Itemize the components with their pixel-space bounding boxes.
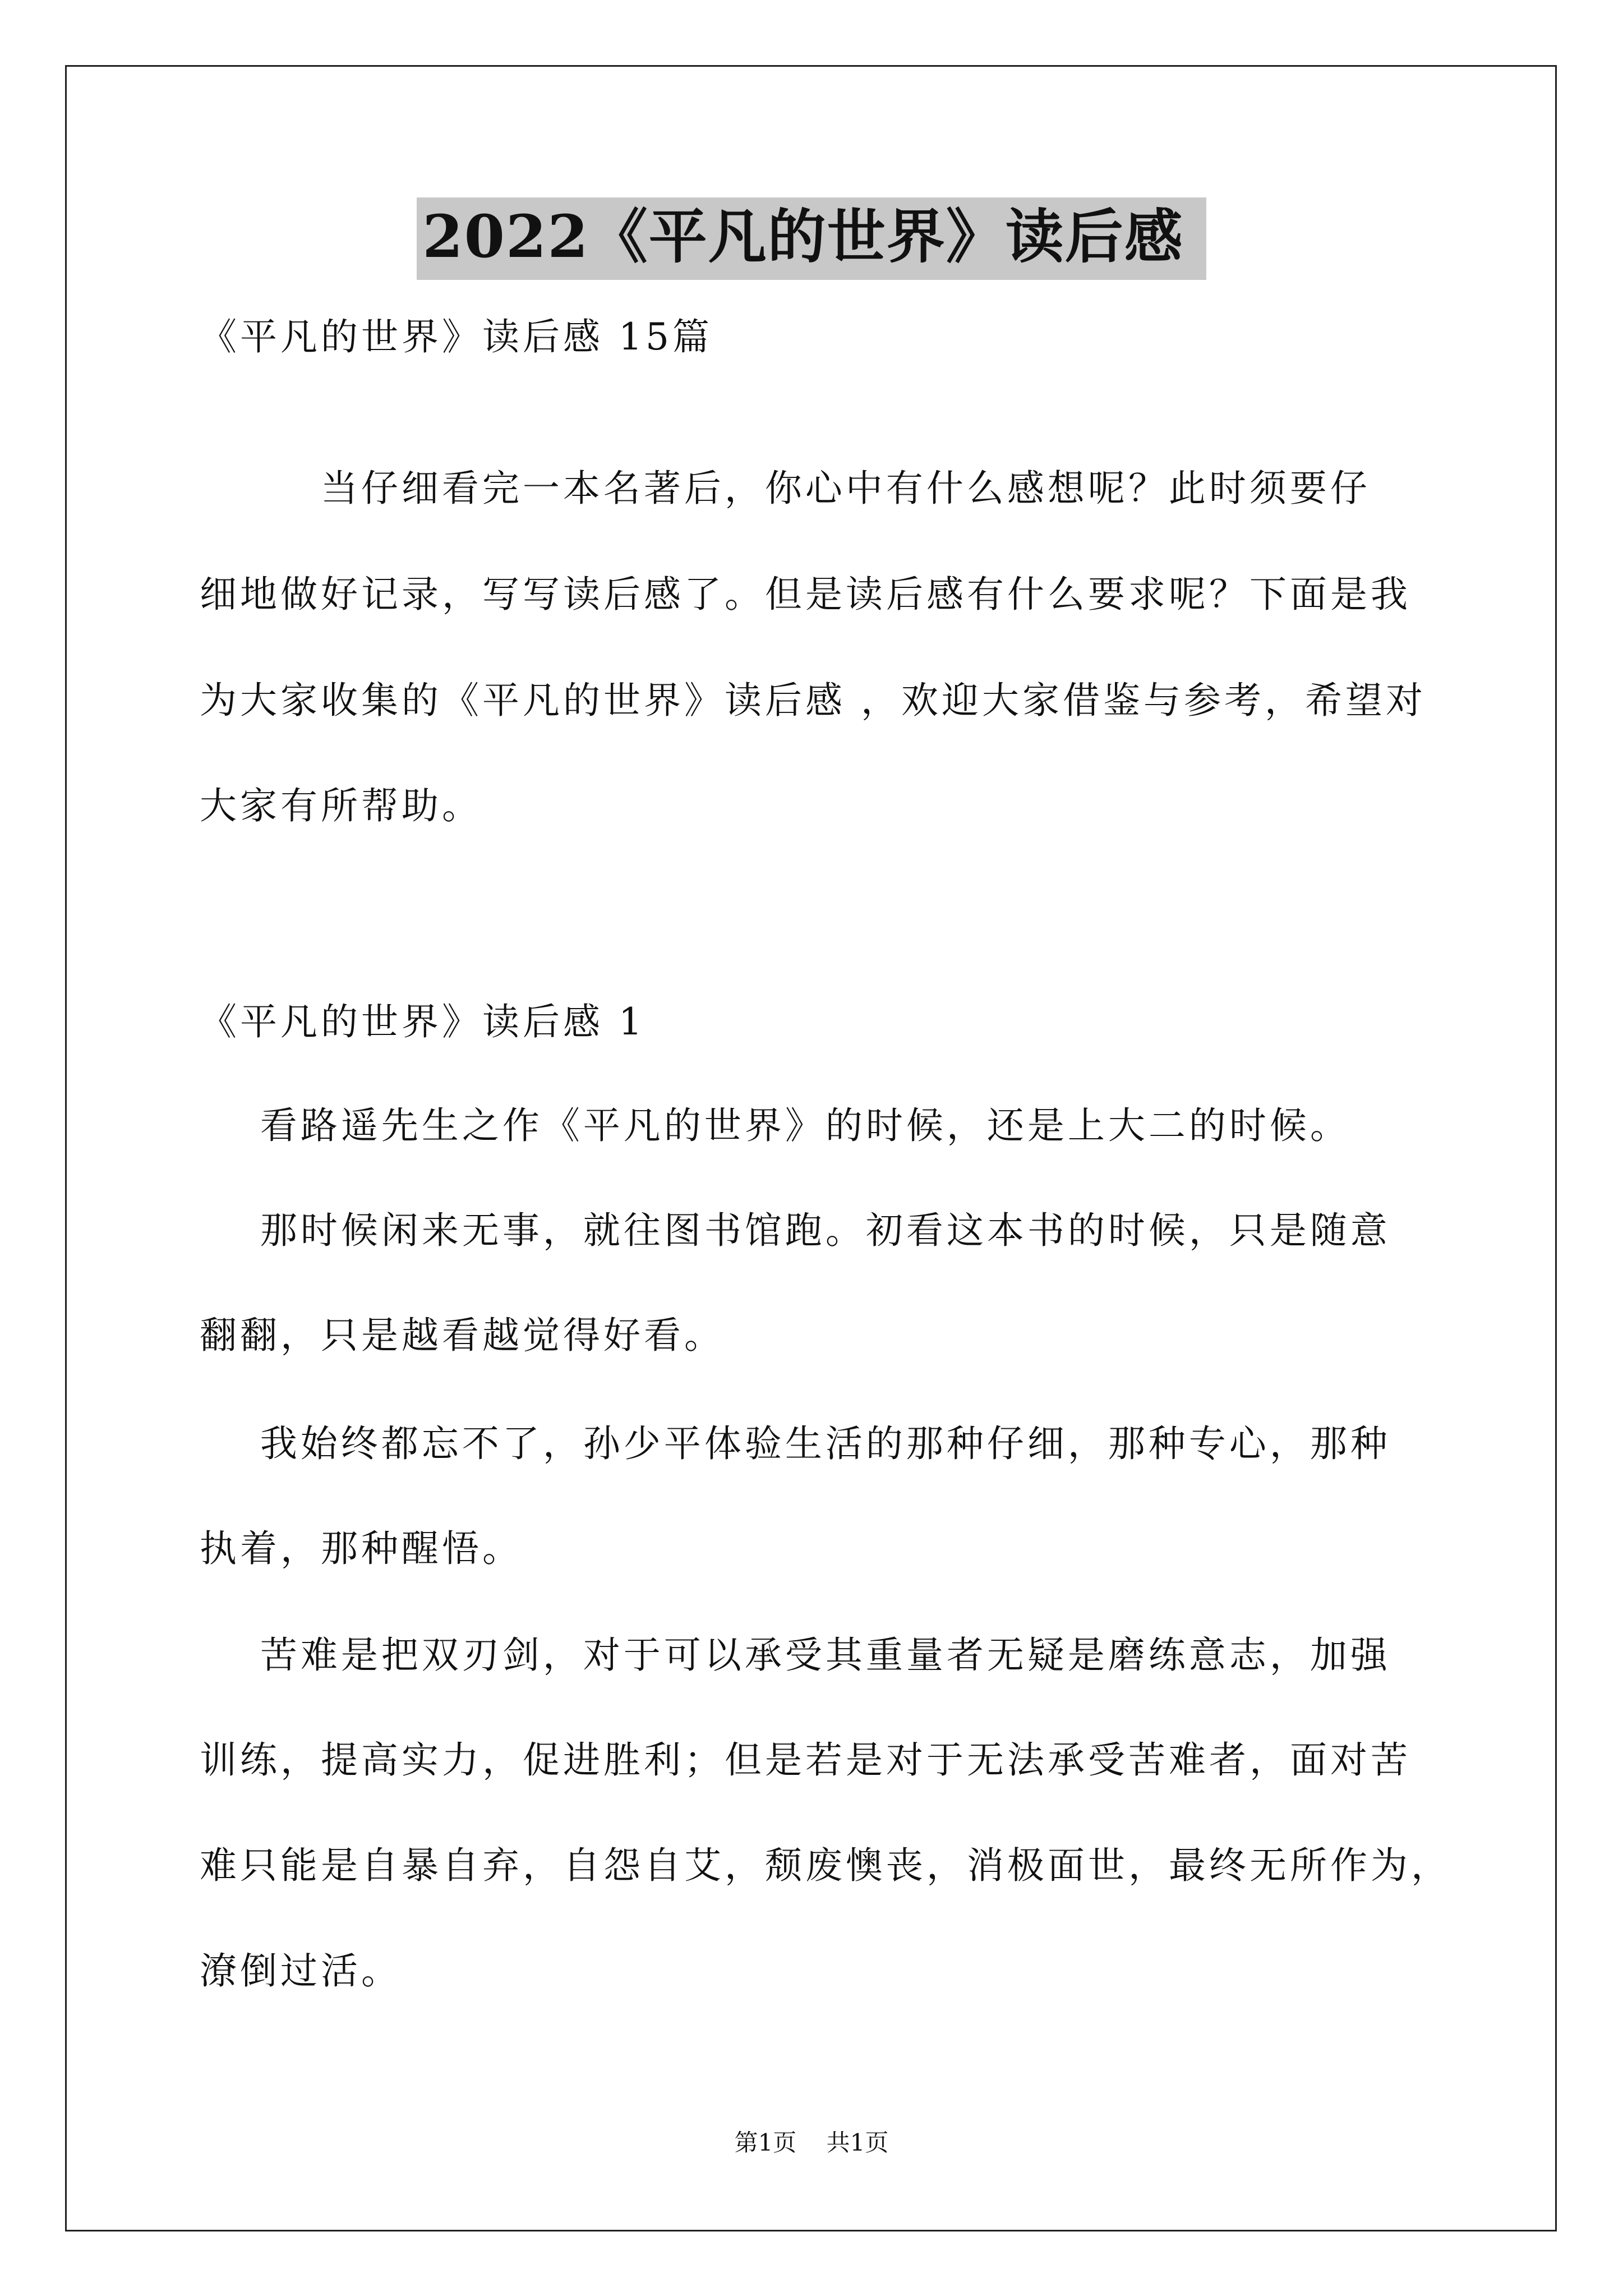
title-container [0, 197, 1623, 280]
body-line: 潦倒过活。 [200, 1949, 402, 1993]
section-heading: 《平凡的世界》读后感 1 [200, 1000, 645, 1043]
intro-line: 为大家收集的《平凡的世界》读后感 ，欢迎大家借鉴与参考，希望对 [200, 679, 1426, 722]
body-line: 翻翻，只是越看越觉得好看。 [200, 1314, 725, 1357]
document-subtitle: 《平凡的世界》读后感 15篇 [200, 315, 713, 358]
document-title: 2022《平凡的世界》读后感 [417, 197, 1206, 280]
body-line: 看路遥先生之作《平凡的世界》的时候，还是上大二的时候。 [200, 1104, 1350, 1147]
page-footer: 第1页 共1页 [734, 2129, 889, 2156]
body-line: 执着，那种醒悟。 [200, 1527, 523, 1570]
body-line: 我始终都忘不了，孙少平体验生活的那种仔细，那种专心，那种 [200, 1422, 1391, 1465]
intro-line: 当仔细看完一本名著后，你心中有什么感想呢？此时须要仔 [200, 467, 1371, 510]
body-line: 苦难是把双刃剑，对于可以承受其重量者无疑是磨练意志，加强 [200, 1634, 1391, 1677]
intro-line: 大家有所帮助。 [200, 784, 482, 827]
body-line: 训练，提高实力，促进胜利；但是若是对于无法承受苦难者，面对苦 [200, 1738, 1411, 1782]
body-line: 那时候闲来无事，就往图书馆跑。初看这本书的时候，只是随意 [200, 1209, 1391, 1252]
body-line: 难只能是自暴自弃，自怨自艾，颓废懊丧，消极面世，最终无所作为， [200, 1844, 1451, 1887]
intro-line: 细地做好记录，写写读后感了。但是读后感有什么要求呢？下面是我 [200, 573, 1411, 616]
